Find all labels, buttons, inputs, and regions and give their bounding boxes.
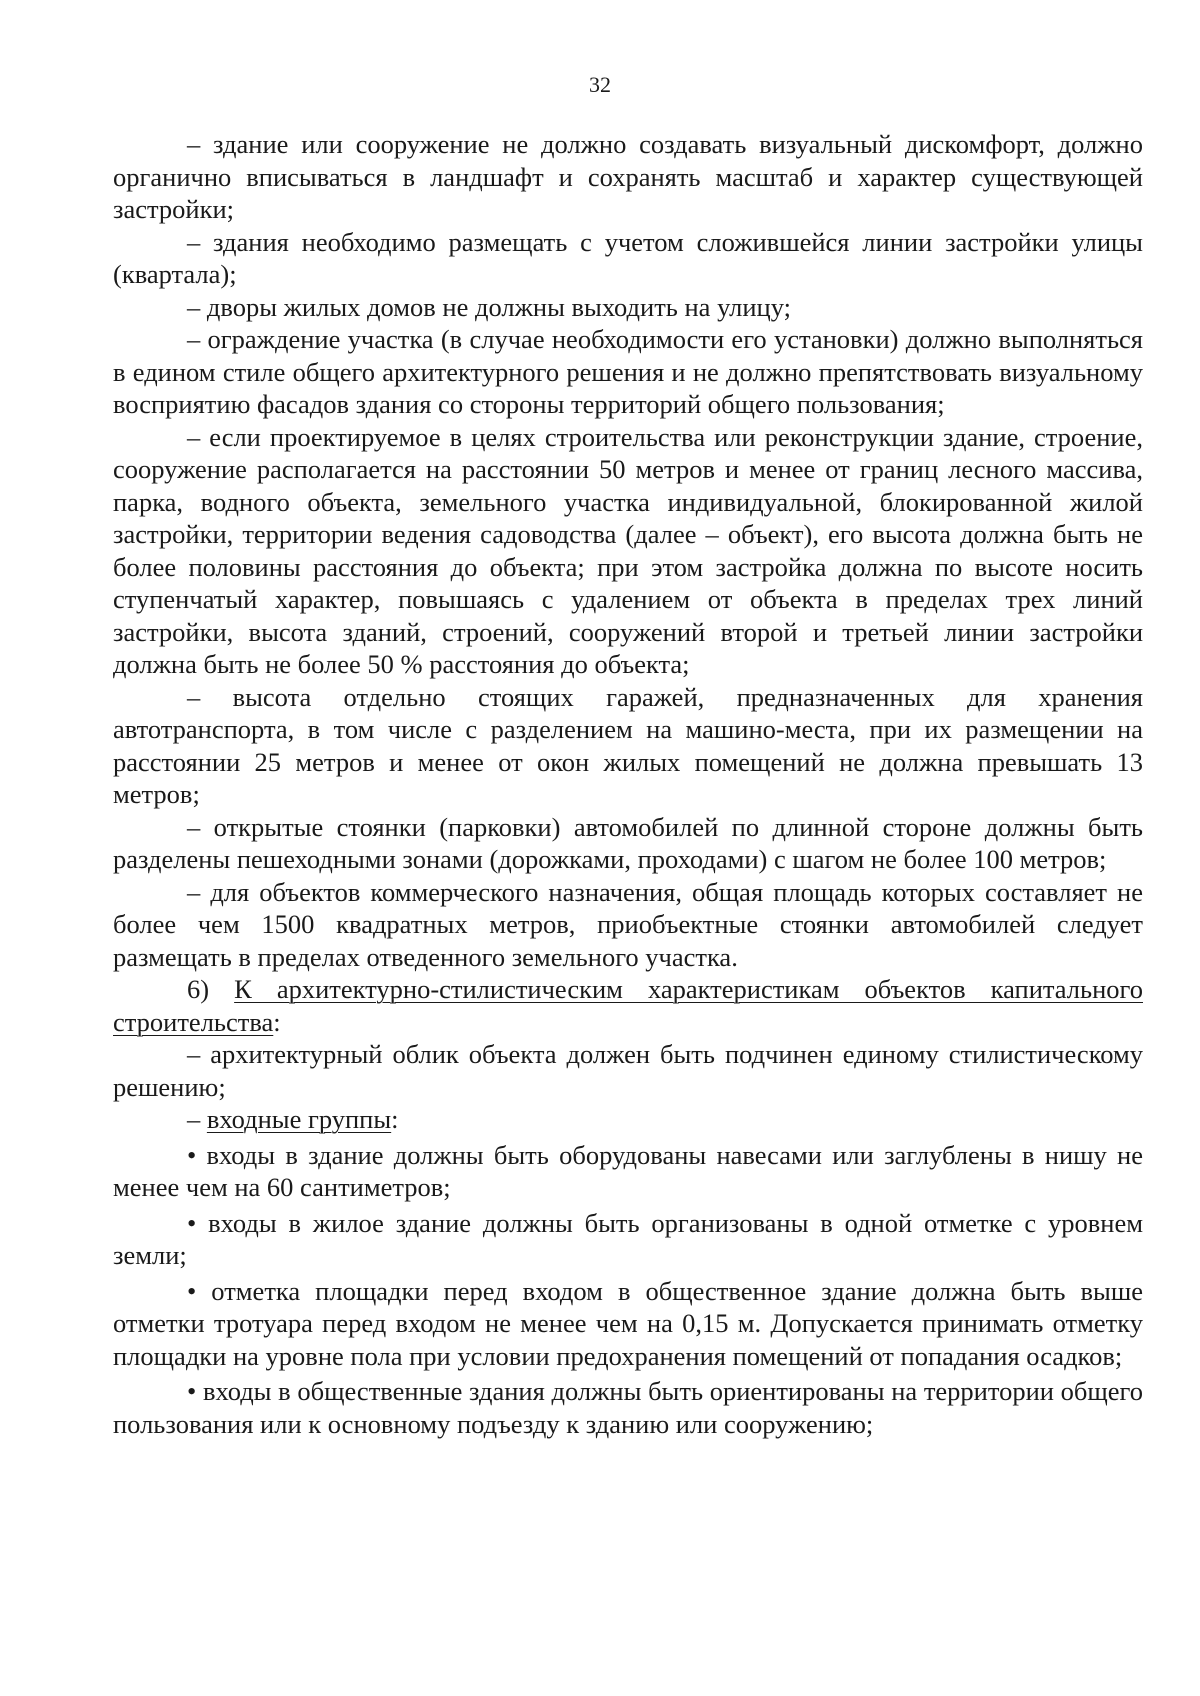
paragraph-height-limit: – если проектируемое в целях строительства или реконструкции здание, строение, сооружение располагается на расстоянии 50 метров и менее от границ лесного массива, парка, водного объекта, земельного участка индивидуальной, блокированной жилой застройки, территории ведения садоводства (далее – объект), его высота должна быть не более половины расстояния до объекта; при этом застройка должна по высоте носить ступенчатый характер, повышаясь с удалением от объекта в пределах трех линий застройки, высота зданий, строений, сооружений второй и третьей линии застройки должна быть не более 50 % расстояния до объекта; xyxy=(113,421,1143,679)
paragraph-courtyards: – дворы жилых домов не должны выходить на улицу; xyxy=(187,291,792,322)
section-heading-architecture xyxy=(113,973,1143,1038)
page-number: 32 xyxy=(589,72,611,97)
subheading-colon: : xyxy=(391,1104,399,1134)
section-title-colon: : xyxy=(273,1006,281,1037)
paragraph-commercial-parking: – для объектов коммерческого назначения, общая площадь которых составляет не более чем 1500 квадратных метров, приобъектные стоянки автомобилей следует размещать в пределах отведенного земельного участка. xyxy=(113,876,1143,972)
paragraph-stylistic-solution: – архитектурный облик объекта должен быть подчинен единому стилистическому решению; xyxy=(113,1039,1143,1102)
paragraph-building-line: – здания необходимо размещать с учетом сложившейся линии застройки улицы (квартала); xyxy=(113,226,1143,289)
section-number: 6) xyxy=(187,974,235,1004)
body-text xyxy=(113,128,1143,1440)
bullet-ground-level: • входы в жилое здание должны быть организованы в одной отметке с уровнем земли; xyxy=(113,1207,1143,1270)
paragraph-fencing: – ограждение участка (в случае необходимости его установки) должно выполняться в едином стиле общего архитектурного решения и не должно препятствовать визуальному восприятию фасадов здания со стороны территорий общего пользования; xyxy=(113,324,1143,419)
bullet-platform-elevation: • отметка площадки перед входом в общественное здание должна быть выше отметки тротуара перед входом не менее чем на 0,15 м. Допускается принимать отметку площадки на уровне пола при условии предохранения помещений от попадания осадков; xyxy=(113,1275,1143,1371)
bullet-canopies: • входы в здание должны быть оборудованы навесами или заглублены в нишу не менее чем на 60 сантиметров; xyxy=(113,1139,1143,1202)
subheading-title-underlined: входные группы xyxy=(206,1104,392,1134)
subheading-dash: – xyxy=(187,1104,207,1134)
paragraph-visual-comfort: – здание или сооружение не должно создавать визуальный дискомфорт, должно органично вписываться в ландшафт и сохранять масштаб и характер существующей застройки; xyxy=(113,129,1143,224)
paragraph-parking-zones: – открытые стоянки (парковки) автомобилей по длинной стороне должны быть разделены пешеходными зонами (дорожками, проходами) с шагом не более 100 метров; xyxy=(113,811,1143,874)
subheading-entrance-groups xyxy=(113,1103,1143,1136)
paragraph-garages: – высота отдельно стоящих гаражей, предназначенных для хранения автотранспорта, в том числе с разделением на машино-места, при их размещении на расстоянии 25 метров и менее от окон жилых помещений не должна превышать 13 метров; xyxy=(113,681,1143,809)
bullet-entrance-orientation: • входы в общественные здания должны быть ориентированы на территории общего пользования или к основному подъезду к зданию или сооружению; xyxy=(113,1376,1143,1439)
section-title-underlined: К архитектурно-стилистическим характеристикам объектов капитального строительства xyxy=(113,974,1143,1037)
